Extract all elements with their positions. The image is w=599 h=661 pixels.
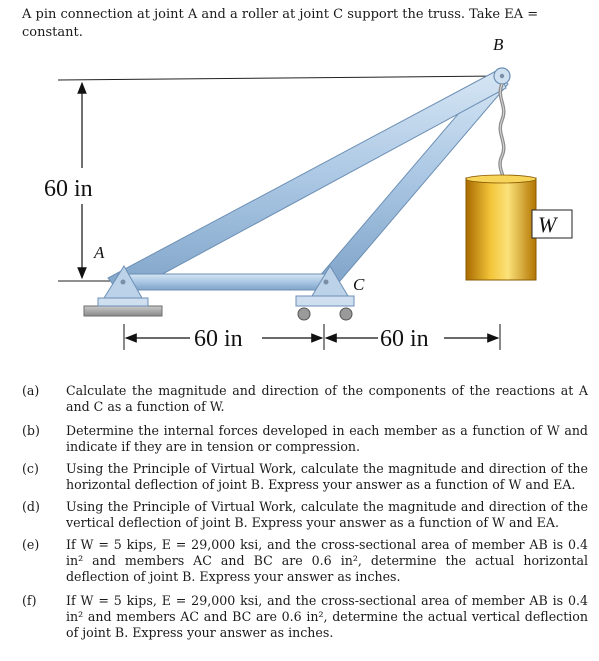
support-a-plate <box>98 298 148 306</box>
weight-block <box>466 178 536 280</box>
reference-line-top <box>58 76 500 80</box>
support-c-plate <box>296 296 354 306</box>
question-item <box>22 593 592 641</box>
question-item <box>22 537 592 585</box>
member-ac <box>118 274 330 290</box>
label-weight: W <box>538 212 557 237</box>
question-letter: (b) <box>22 423 40 438</box>
question-item <box>22 423 592 455</box>
problem-intro: A pin connection at joint A and a roller at joint C support the truss. Take EA = constant. <box>22 7 539 40</box>
dim-left-label: 60 in <box>194 326 243 352</box>
question-text: If W = 5 kips, E = 29,000 ksi, and the cross-sectional area of member AB is 0.4 in² and members AC and BC are 0.6 in², determine the actual vertical deflection of joint B. Express your answer as inches. <box>66 593 588 640</box>
question-letter: (e) <box>22 537 40 552</box>
roller-wheel-right <box>340 308 352 320</box>
question-letter: (d) <box>22 499 40 514</box>
question-letter: (c) <box>22 461 39 476</box>
question-item <box>22 461 592 493</box>
joint-a-pin <box>121 280 126 285</box>
question-item <box>22 499 592 531</box>
joint-b-pin-center <box>500 74 504 78</box>
dim-right-label: 60 in <box>380 326 429 352</box>
question-letter: (f) <box>22 593 37 608</box>
member-ab <box>108 70 506 296</box>
joint-c-pin <box>324 280 329 285</box>
truss-figure <box>0 26 599 366</box>
roller-wheel-left <box>298 308 310 320</box>
support-a-base <box>84 306 162 316</box>
question-text: Determine the internal forces developed in each member as a function of W and indicate if they are in tension or compression. <box>66 423 588 454</box>
question-list <box>22 383 592 641</box>
question-text: If W = 5 kips, E = 29,000 ksi, and the cross-sectional area of member AB is 0.4 in² and members AC and BC are 0.6 in², determine the actual horizontal deflection of joint B. Express your answer as inches. <box>66 537 588 584</box>
question-item <box>22 383 592 415</box>
label-joint-b: B <box>493 35 504 54</box>
height-dimension-label: 60 in <box>44 176 93 202</box>
weight-top <box>466 175 536 183</box>
label-joint-a: A <box>94 243 105 262</box>
question-text: Using the Principle of Virtual Work, calculate the magnitude and direction of the vertical deflection of joint B. Express your answer as a function of W and EA. <box>66 499 588 530</box>
label-joint-c: C <box>353 275 365 294</box>
question-text: Using the Principle of Virtual Work, calculate the magnitude and direction of the horizontal deflection of joint B. Express your answer as a function of W and EA. <box>66 461 588 492</box>
question-letter: (a) <box>22 383 40 398</box>
question-text: Calculate the magnitude and direction of the components of the reactions at A and C as a function of W. <box>66 383 588 414</box>
